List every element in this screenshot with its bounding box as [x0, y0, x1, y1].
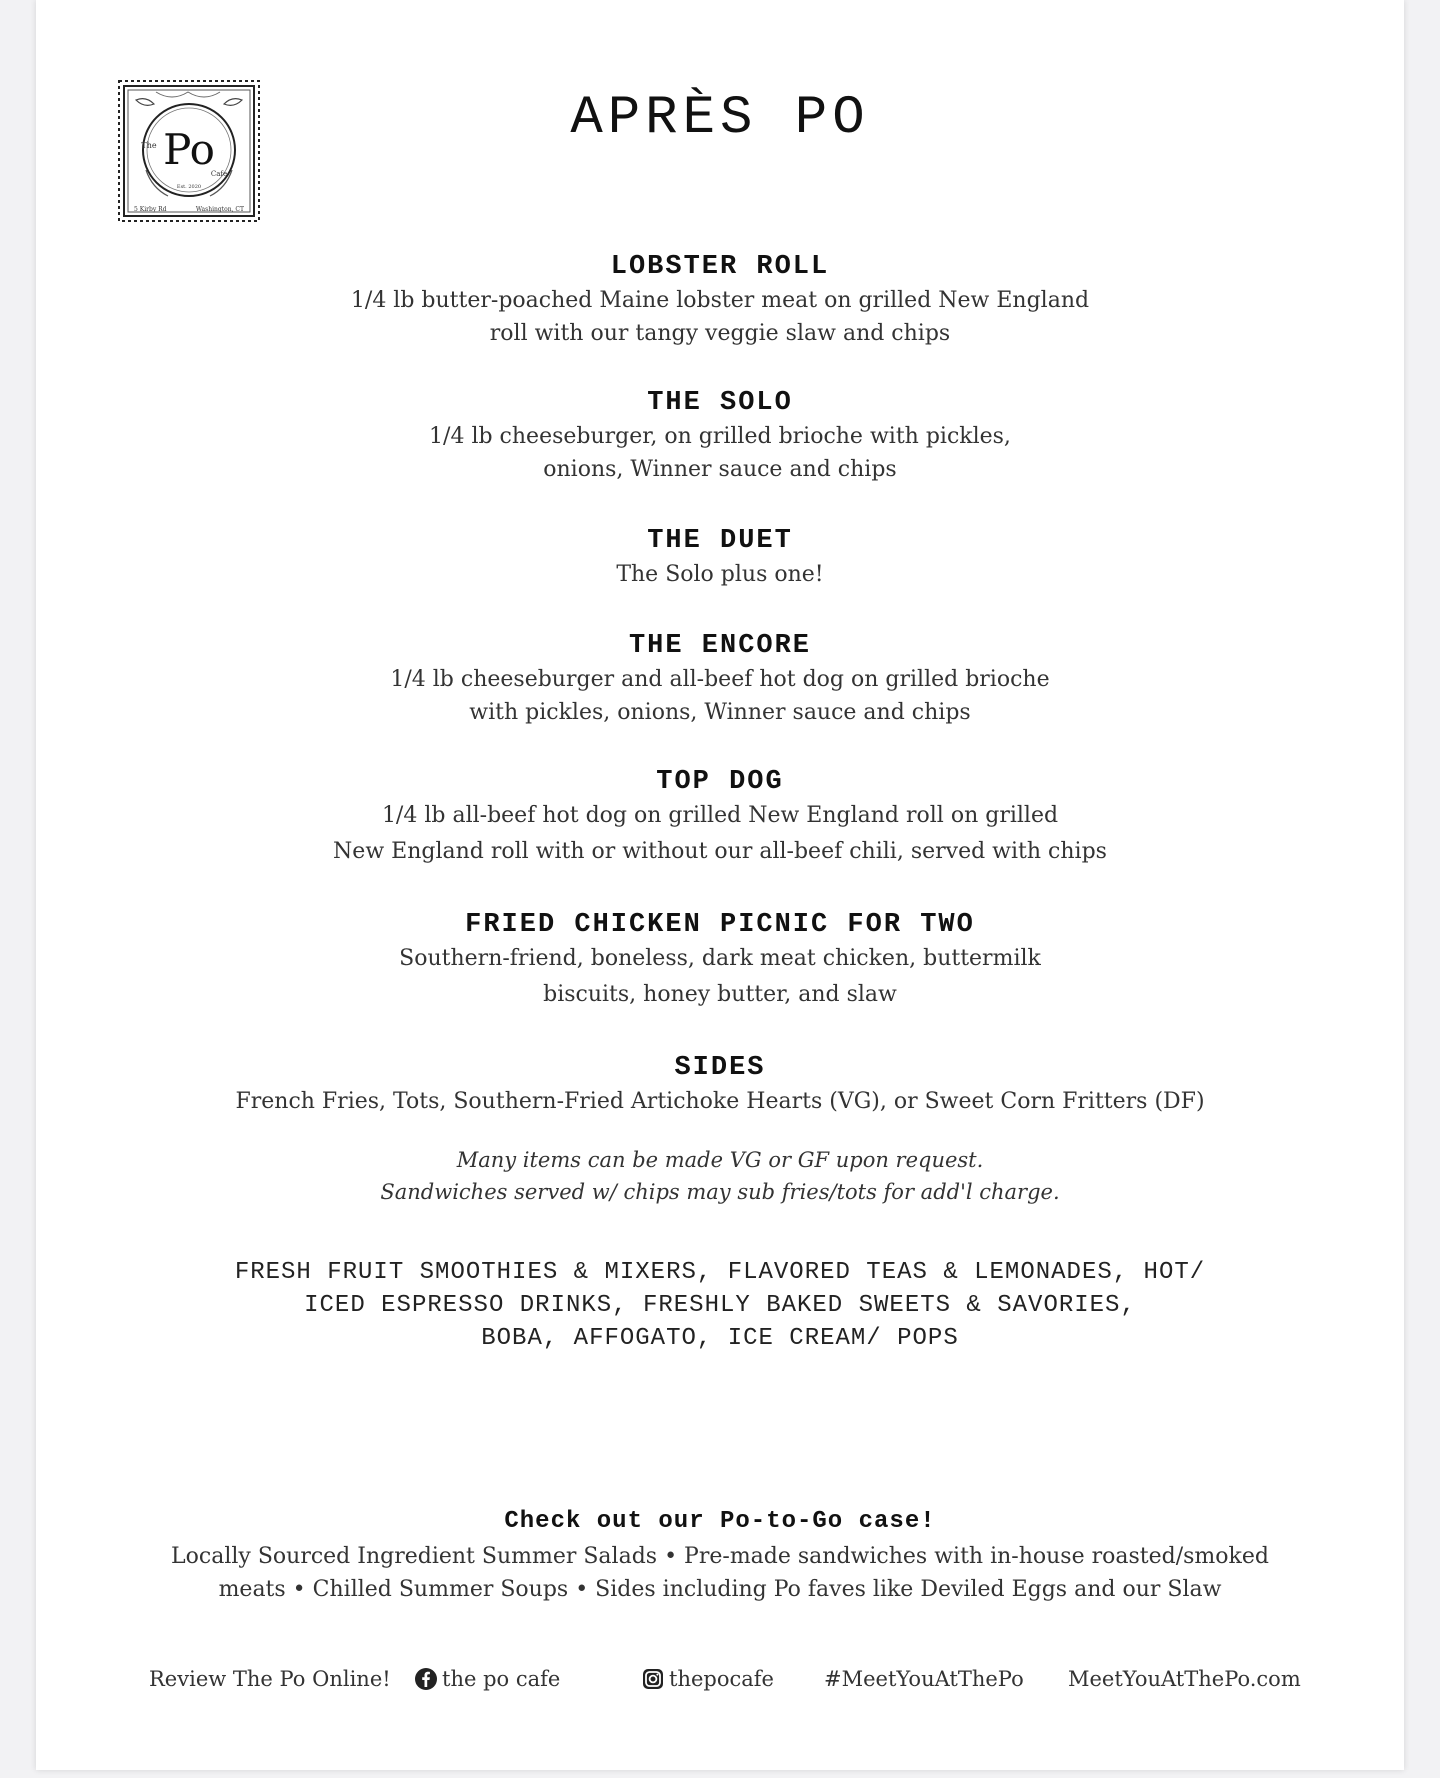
menu-item [36, 524, 1404, 591]
menu-notes [36, 1144, 1404, 1208]
footer [36, 1667, 1404, 1697]
menu-item [36, 629, 1404, 729]
menu-title: APRÈS PO [570, 88, 870, 149]
svg-text:Po: Po [163, 125, 215, 174]
item-desc: with pickles, onions, Winner sauce and chips [469, 700, 971, 725]
facebook-icon [414, 1667, 438, 1691]
item-desc: 1/4 lb all-beef hot dog on grilled New England roll on grilled [381, 803, 1059, 828]
menu-item [36, 1051, 1404, 1118]
item-name: THE ENCORE [628, 631, 812, 661]
hashtag-link[interactable] [824, 1667, 1024, 1691]
svg-text:The: The [141, 141, 157, 150]
instagram-link[interactable] [641, 1667, 774, 1691]
review-text: Review The Po Online! [149, 1667, 391, 1691]
item-desc: Southern-friend, boneless, dark meat chicken, buttermilk [399, 946, 1041, 971]
item-desc: New England roll with or without our all-beef chili, served with chips [333, 839, 1107, 864]
drinks-line: BOBA, AFFOGATO, ICE CREAM/ POPS [481, 1325, 959, 1352]
togo-description [36, 1540, 1404, 1606]
svg-text:5 Kirby Rd: 5 Kirby Rd [134, 206, 167, 213]
menu-item [36, 250, 1404, 350]
note-line: Many items can be made VG or GF upon request. [456, 1148, 984, 1172]
menu-item [36, 908, 1404, 1015]
drinks-list [36, 1256, 1404, 1355]
instagram-text: thepocafe [669, 1667, 774, 1691]
svg-text:Est. 2020: Est. 2020 [176, 184, 202, 190]
menu-page [36, 0, 1404, 1770]
instagram-icon [641, 1667, 665, 1691]
review-link[interactable] [149, 1667, 391, 1691]
website-link[interactable] [1068, 1667, 1301, 1691]
togo-line: Locally Sourced Ingredient Summer Salads • Pre-made sandwiches with in-house roasted/smoked [171, 1544, 1269, 1569]
togo-line: meats • Chilled Summer Soups • Sides including Po faves like Deviled Eggs and our Slaw [218, 1577, 1222, 1602]
website-text: MeetYouAtThePo.com [1068, 1667, 1301, 1691]
item-name: THE DUET [647, 526, 793, 556]
item-desc: onions, Winner sauce and chips [543, 457, 897, 482]
drinks-line: ICED ESPRESSO DRINKS, FRESHLY BAKED SWEETS & SAVORIES, [304, 1292, 1136, 1319]
item-desc: The Solo plus one! [616, 562, 824, 587]
facebook-text: the po cafe [442, 1667, 561, 1691]
svg-text:Washington, CT: Washington, CT [195, 206, 244, 213]
item-desc: 1/4 lb butter-poached Maine lobster meat on grilled New England [350, 288, 1090, 313]
hashtag-text: #MeetYouAtThePo [824, 1667, 1024, 1691]
item-name: LOBSTER ROLL [610, 252, 830, 282]
item-desc: French Fries, Tots, Southern-Fried Artichoke Hearts (VG), or Sweet Corn Fritters (DF) [235, 1089, 1205, 1114]
item-name: SIDES [674, 1053, 766, 1083]
item-name: TOP DOG [656, 767, 784, 797]
menu-item [36, 386, 1404, 486]
togo-heading: Check out our Po-to-Go case! [504, 1508, 936, 1535]
item-desc: biscuits, honey butter, and slaw [543, 982, 897, 1007]
menu-item [36, 765, 1404, 872]
item-desc: 1/4 lb cheeseburger, on grilled brioche with pickles, [429, 424, 1011, 449]
item-desc: roll with our tangy veggie slaw and chips [489, 321, 951, 346]
drinks-line: FRESH FRUIT SMOOTHIES & MIXERS, FLAVORED TEAS & LEMONADES, HOT/ [234, 1259, 1206, 1286]
item-name: FRIED CHICKEN PICNIC FOR TWO [465, 910, 975, 940]
note-line: Sandwiches served w/ chips may sub fries/tots for add'l charge. [380, 1180, 1060, 1204]
menu-items [36, 250, 1404, 1355]
item-name: THE SOLO [647, 388, 793, 418]
svg-text:Cafe: Cafe [210, 170, 228, 178]
facebook-link[interactable] [414, 1667, 560, 1691]
item-desc: 1/4 lb cheeseburger and all-beef hot dog on grilled brioche [390, 667, 1050, 692]
